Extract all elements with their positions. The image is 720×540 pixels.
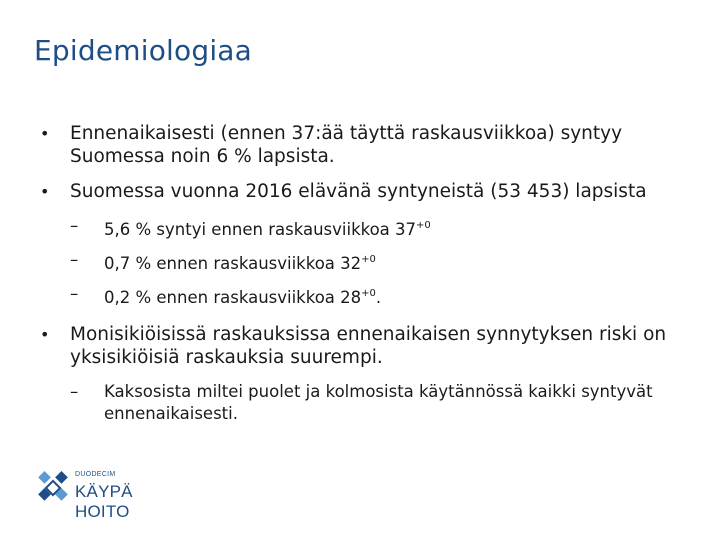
dash-marker: – xyxy=(70,216,79,235)
logo-small-text: DUODECIM xyxy=(75,471,116,478)
bullet-item xyxy=(40,180,690,203)
kaypa-hoito-logo xyxy=(34,466,184,521)
logo-big-text: KÄYPÄ HOITO xyxy=(75,482,133,521)
superscript: +0 xyxy=(361,288,376,299)
superscript: +0 xyxy=(361,254,376,265)
sub-bullet-list xyxy=(40,215,690,309)
sub-bullet-text: 0,2 % ennen raskausviikkoa 28 xyxy=(104,288,362,307)
bullet-marker: • xyxy=(40,182,50,201)
bullet-item xyxy=(40,122,690,168)
sub-bullet-item xyxy=(70,283,690,309)
sub-bullet-item xyxy=(70,381,690,425)
sub-bullet-item xyxy=(70,215,690,241)
sub-bullet-list xyxy=(40,381,690,425)
sub-bullet-tail: . xyxy=(375,288,382,307)
bullet-marker: • xyxy=(40,124,50,143)
slide-title: Epidemiologiaa xyxy=(34,34,253,67)
sub-bullet-text: 0,7 % ennen raskausviikkoa 32 xyxy=(104,254,362,273)
sub-bullet-text: Kaksosista miltei puolet ja kolmosista käytännössä kaikki syntyvät ennenaikaisesti. xyxy=(104,382,653,423)
superscript: +0 xyxy=(416,220,431,231)
dash-marker: – xyxy=(70,382,79,401)
bullet-item xyxy=(40,323,690,369)
slide-content xyxy=(40,122,690,439)
diamond-logo-icon xyxy=(34,466,72,510)
bullet-text: Ennenaikaisesti (ennen 37:ää täyttä raskausviikkoa) syntyy Suomessa noin 6 % lapsista. xyxy=(70,123,623,167)
dash-marker: – xyxy=(70,250,79,269)
bullet-text: Suomessa vuonna 2016 elävänä syntyneistä (53 453) lapsista xyxy=(70,181,647,202)
sub-bullet-item xyxy=(70,249,690,275)
dash-marker: – xyxy=(70,284,79,303)
sub-bullet-text: 5,6 % syntyi ennen raskausviikkoa 37 xyxy=(104,220,417,239)
bullet-text: Monisikiöisissä raskauksissa ennenaikaisen synnytyksen riski on yksisikiöisiä raskauksia suurempi. xyxy=(70,324,667,368)
bullet-marker: • xyxy=(40,325,50,344)
